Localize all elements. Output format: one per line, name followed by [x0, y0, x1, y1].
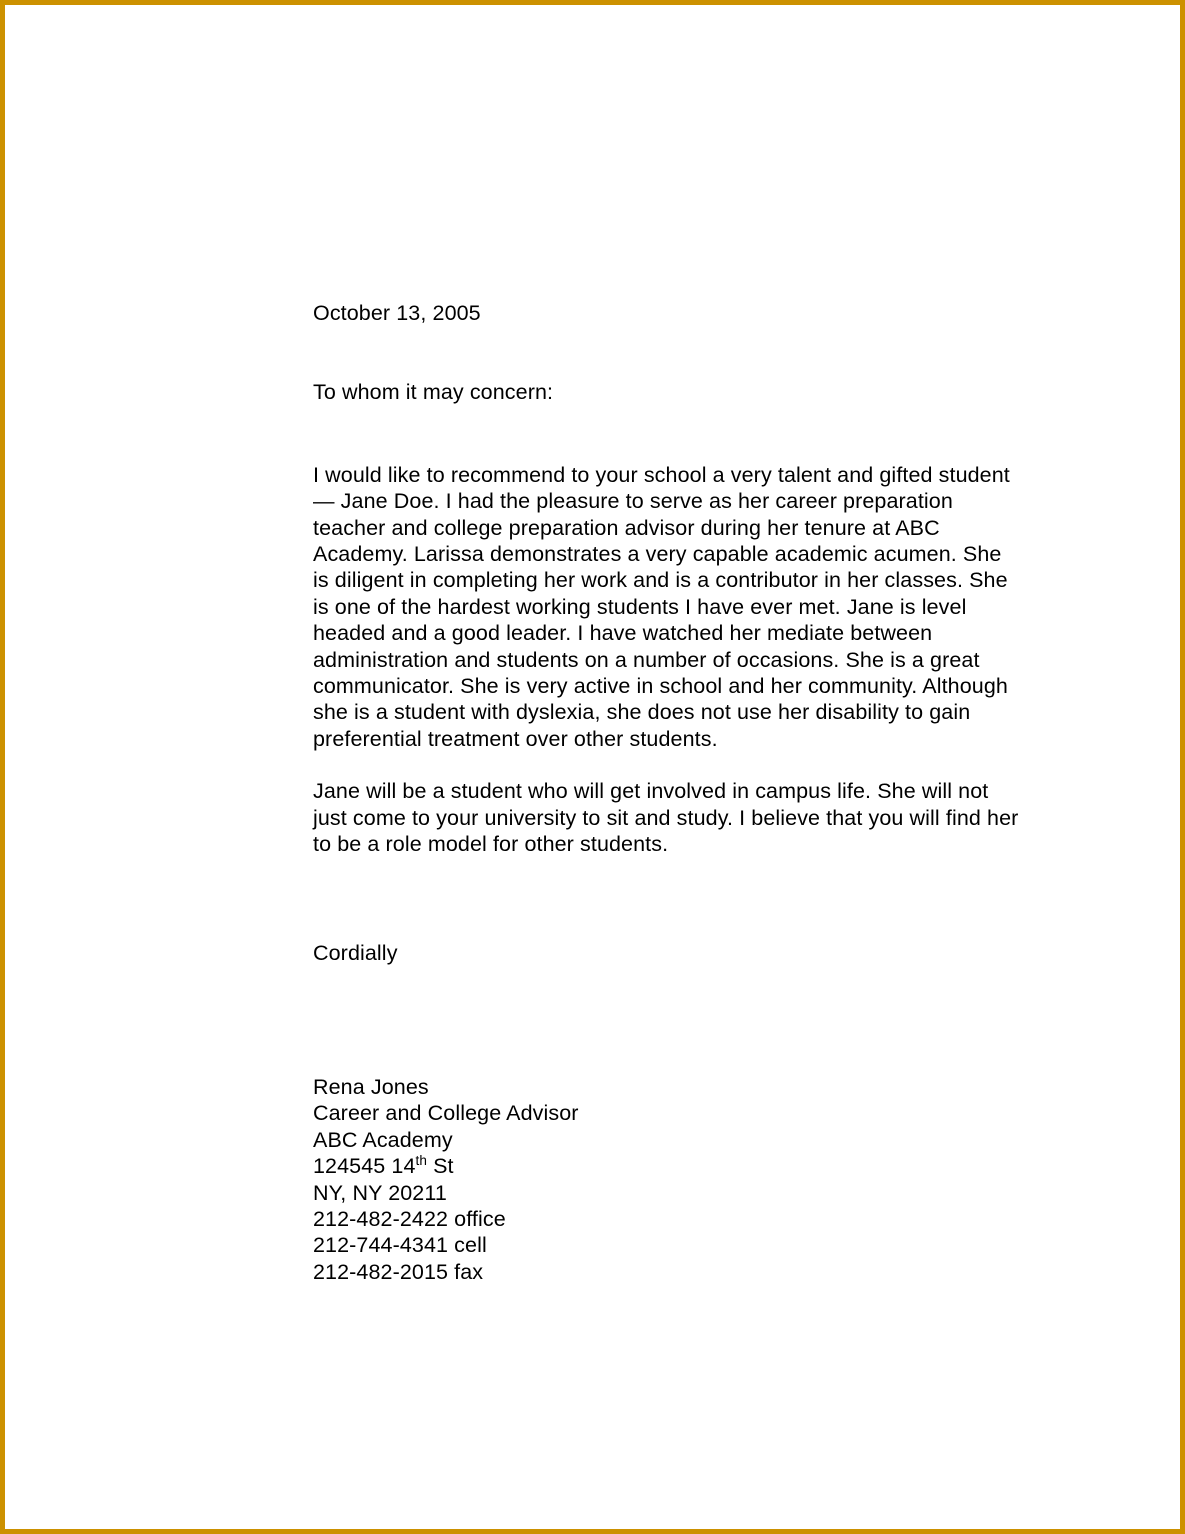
street-suffix: St: [427, 1154, 454, 1179]
signature-city-state-zip: NY, NY 20211: [313, 1180, 447, 1205]
street-number: 124545 14: [313, 1154, 416, 1179]
street-ordinal-suffix: th: [415, 1152, 428, 1168]
letter-date: October 13, 2005: [313, 301, 481, 325]
signature-phone-fax: 212-482-2015 fax: [313, 1259, 484, 1284]
letter-salutation: To whom it may concern:: [313, 380, 554, 405]
signature-title: Career and College Advisor: [313, 1101, 579, 1126]
signature-street-address: [313, 1153, 1019, 1179]
letter-paragraph-2: Jane will be a student who will get involved in campus life. She will not just come to your university to sit and study. I believe that you will find her to be a role model for other students.: [313, 779, 1019, 857]
signature-phone-cell: 212-744-4341 cell: [313, 1233, 487, 1258]
signature-block: [313, 966, 1019, 1285]
signature-organization: ABC Academy: [313, 1127, 453, 1152]
signature-name: Rena Jones: [313, 1074, 429, 1099]
letter-closing: Cordially: [313, 940, 398, 965]
letter-body: [313, 300, 1019, 1285]
signature-phone-office: 212-482-2422 office: [313, 1206, 506, 1231]
letter-paragraph-1: I would like to recommend to your school a very talent and gifted student — Jane Doe. I had the pleasure to serve as her career preparation teacher and college preparation advisor during her tenure at ABC Academy. Larissa demonstrates a very capable academic acumen. She is diligent in completing her work and is a contributor in her classes. She is one of the hardest working students I have ever met. Jane is level headed and a good leader. I have watched her mediate between administration and students on a number of occasions. She is a great communicator. She is very active in school and her community. Although she is a student with dyslexia, she does not use her disability to gain preferential treatment over other students.: [313, 462, 1010, 751]
